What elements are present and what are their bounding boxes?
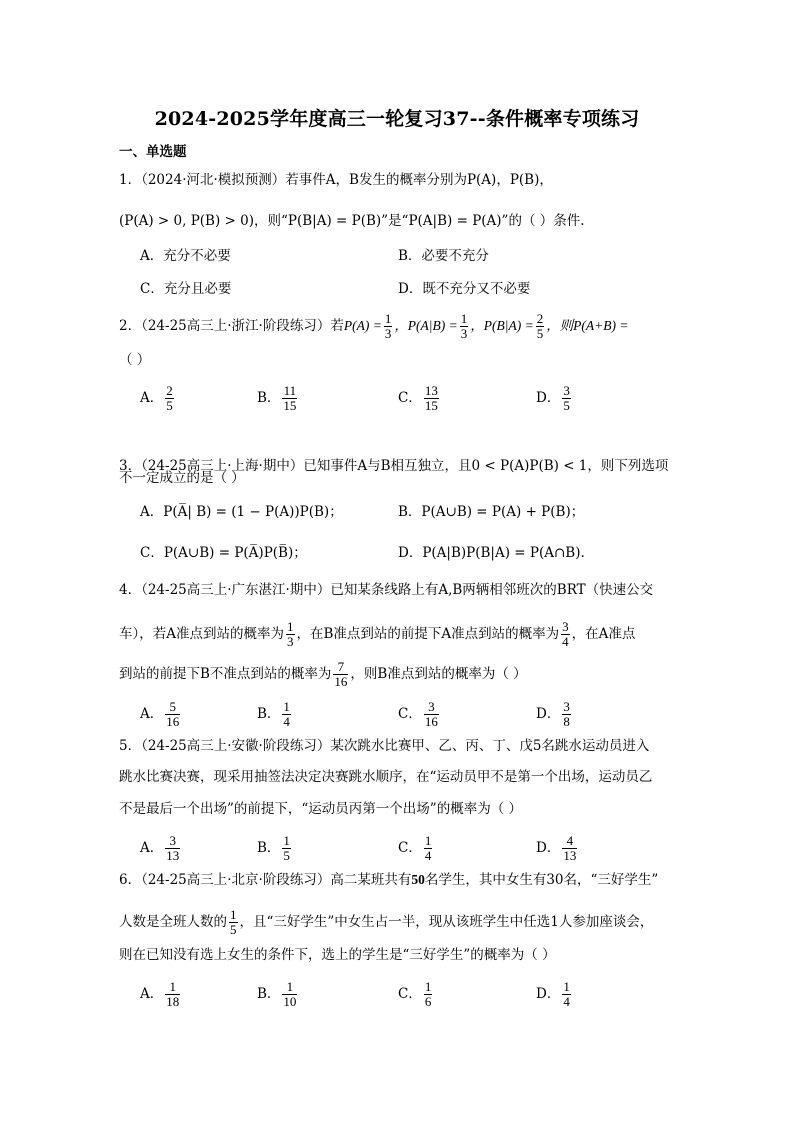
q1-option-d: D．既不充分又不必要 — [398, 281, 531, 297]
q1-option-c: C．充分且必要 — [140, 281, 232, 297]
q2-option-a-den: 5 — [166, 398, 173, 413]
q2-option-b-label: B． — [257, 390, 281, 406]
q4-option-d — [536, 700, 573, 729]
q6-option-c — [398, 980, 434, 1009]
q6-line-1-bold: 50 — [411, 872, 425, 887]
q6-frac-1-num: 1 — [230, 907, 237, 922]
q6-option-b-num: 1 — [286, 979, 294, 994]
q4-frac-1 — [286, 620, 295, 649]
q4-line-2-a: 车），若A准点到站的概率为 — [119, 626, 284, 642]
q6-frac-1-den: 5 — [230, 922, 237, 937]
q3-option-b: B．P(A∪B) = P(A) + P(B)； — [398, 504, 585, 520]
q6-option-d-num: 1 — [563, 979, 570, 994]
q4-line-1: 4．（24-25高三上·广东湛江·期中）已知某条线路上有A,B两辆相邻班次的BRT（快速公交 — [119, 582, 654, 598]
q2-option-b-frac — [282, 384, 297, 413]
q6-option-d-frac — [562, 980, 571, 1009]
q2-frac-c — [536, 312, 545, 341]
q6-option-b-den: 10 — [283, 994, 297, 1009]
q5-option-b — [257, 834, 293, 863]
q3-option-c: C．P(A∪B) = P(A̅)P(B̅)； — [140, 545, 307, 561]
q6-line-1 — [119, 870, 658, 890]
q2-option-a-num: 2 — [166, 383, 173, 398]
q6-line-3: 则在已知没有选上女生的条件下，选上的学生是“三好学生”的概率为（ ） — [119, 947, 556, 963]
q5-option-d-den: 13 — [563, 848, 577, 863]
q4-option-d-num: 3 — [563, 699, 570, 714]
q1-option-b: B．必要不充分 — [398, 248, 489, 264]
q6-option-a — [140, 980, 182, 1009]
q4-option-c-label: C． — [398, 706, 422, 722]
q6-option-c-frac — [424, 980, 433, 1009]
q4-frac-2 — [561, 620, 570, 649]
q4-option-c-den: 16 — [424, 714, 438, 729]
q3-line-1: 3．（24-25高三上·上海·期中）已知事件A与B相互独立，且0 < P(A)P(B) < 1，则下列选项 — [119, 458, 669, 474]
q2-option-c-den: 15 — [424, 398, 438, 413]
q4-frac-3-den: 16 — [334, 674, 348, 689]
q6-line-2-b: ，且“三好学生”中女生占一半，现从该班学生中任选1人参加座谈会， — [239, 914, 654, 930]
q2-option-a-label: A． — [140, 390, 164, 406]
q5-line-1: 5．（24-25高三上·安徽·阶段练习）某次跳水比赛甲、乙、丙、丁、戊5名跳水运动员进入 — [119, 738, 650, 754]
q4-line-3 — [119, 660, 527, 689]
q4-option-a-frac — [165, 700, 180, 729]
q5-option-a-frac — [165, 834, 180, 863]
q5-line-3: 不是最后一个出场”的前提下，“运动员丙第一个出场”的概率为（ ） — [119, 801, 522, 817]
q2-option-c-label: C． — [398, 390, 422, 406]
q4-option-b-num: 1 — [283, 699, 290, 714]
q5-option-a-den: 13 — [166, 848, 180, 863]
q6-option-b-label: B． — [257, 986, 281, 1002]
q6-option-b-frac — [282, 980, 297, 1009]
q6-line-2 — [119, 908, 653, 937]
q4-option-b — [257, 700, 293, 729]
q2-frac-b — [460, 312, 469, 341]
q4-line-2-c: ，在A准点 — [571, 626, 636, 642]
q6-option-c-label: C． — [398, 986, 422, 1002]
q6-frac-1 — [229, 908, 238, 937]
q3-option-a: A．P(A̅| B) = (1 − P(A))P(B)； — [140, 504, 343, 520]
q5-line-2: 跳水比赛决赛，现采用抽签法决定决赛跳水顺序，在“运动员甲不是第一个出场，运动员乙 — [119, 769, 653, 785]
q5-option-a — [140, 834, 182, 863]
q6-line-1-a: 6．（24-25高三上·北京·阶段练习）高二某班共有 — [119, 872, 412, 888]
q6-option-d — [536, 980, 573, 1009]
q3-option-d: D．P(A|B)P(B|A) = P(A∩B). — [398, 545, 585, 561]
q4-option-c-num: 3 — [428, 699, 435, 714]
q1-line-2: (P(A) > 0, P(B) > 0)，则“P(B|A) = P(B)”是“P(A|B) = P(A)”的（ ）条件. — [119, 213, 585, 229]
q6-option-c-num: 1 — [424, 979, 432, 994]
q5-option-c-frac — [424, 834, 433, 863]
q5-option-d — [536, 834, 579, 863]
q6-option-a-frac — [165, 980, 180, 1009]
q2-option-a — [140, 384, 176, 413]
q6-option-a-num: 1 — [169, 979, 176, 994]
q4-option-a-den: 16 — [166, 714, 180, 729]
q2-expr-c: ，P(B|A) = — [470, 318, 534, 333]
q2-option-b-num: 11 — [283, 383, 297, 398]
q5-option-c-num: 1 — [424, 833, 432, 848]
q2-frac-c-den: 5 — [536, 326, 544, 341]
q2-option-c-frac — [424, 384, 439, 413]
q6-option-d-den: 4 — [563, 994, 570, 1009]
q5-option-a-num: 3 — [169, 833, 176, 848]
q2-option-b — [257, 384, 299, 413]
q2-expr-b: ，P(A|B) = — [394, 318, 458, 333]
q2-line-1 — [119, 312, 629, 341]
q2-option-a-frac — [165, 384, 174, 413]
q2-frac-b-den: 3 — [460, 326, 468, 341]
q5-option-c-label: C． — [398, 840, 422, 856]
q4-frac-1-num: 1 — [287, 619, 294, 634]
q2-frac-a — [384, 312, 393, 341]
q4-option-a — [140, 700, 182, 729]
q5-option-b-label: B． — [257, 840, 281, 856]
q3-line-2-text: 不一定成立的是（ ） — [119, 470, 245, 486]
q4-option-c — [398, 700, 441, 729]
q4-line-2-b: ，在B准点到站的前提下A准点到站的概率为 — [296, 626, 560, 642]
section-heading: 一、单选题 — [119, 144, 187, 160]
q2-option-d — [536, 384, 573, 413]
q6-option-d-label: D． — [536, 986, 561, 1002]
q2-prefix: 2．（24-25高三上·浙江·阶段练习）若 — [119, 318, 344, 334]
q4-frac-3 — [333, 660, 348, 689]
q5-option-c — [398, 834, 434, 863]
q4-frac-3-num: 7 — [337, 659, 345, 674]
q4-option-c-frac — [424, 700, 439, 729]
q4-option-b-frac — [282, 700, 291, 729]
q5-option-b-frac — [282, 834, 291, 863]
q4-option-d-label: D． — [536, 706, 561, 722]
q6-option-b — [257, 980, 299, 1009]
q4-option-a-num: 5 — [169, 699, 176, 714]
q4-option-a-label: A． — [140, 706, 164, 722]
q2-option-d-num: 3 — [563, 383, 570, 398]
q5-option-b-num: 1 — [283, 833, 290, 848]
q6-line-1-b: 名学生，其中女生有30名，“三好学生” — [424, 872, 659, 888]
q4-line-3-b: ，则B准点到站的概率为（ ） — [350, 666, 527, 682]
q2-option-c-num: 13 — [424, 383, 438, 398]
q6-option-a-label: A． — [140, 986, 164, 1002]
q2-frac-c-num: 2 — [536, 311, 544, 326]
q2-expr-a: P(A) = — [343, 318, 382, 333]
q4-option-b-label: B． — [257, 706, 281, 722]
q2-option-c — [398, 384, 441, 413]
q5-option-d-frac — [562, 834, 577, 863]
q5-option-b-den: 5 — [283, 848, 290, 863]
q1-line-1: 1．（2024·河北·模拟预测）若事件A，B发生的概率分别为P(A)，P(B)， — [119, 172, 553, 188]
q5-option-c-den: 4 — [424, 848, 432, 863]
page-title: 2024-2025学年度高三一轮复习37--条件概率专项练习 — [154, 108, 640, 130]
q4-frac-1-den: 3 — [287, 634, 294, 649]
q4-frac-2-num: 3 — [562, 619, 569, 634]
q2-frac-a-num: 1 — [384, 311, 392, 326]
q6-line-2-a: 人数是全班人数的 — [119, 914, 227, 930]
q2-option-d-den: 5 — [563, 398, 570, 413]
q4-line-2 — [119, 620, 635, 649]
q2-frac-a-den: 3 — [384, 326, 392, 341]
q5-option-a-label: A． — [140, 840, 164, 856]
q4-frac-2-den: 4 — [562, 634, 569, 649]
q1-option-a: A．充分不必要 — [140, 248, 231, 264]
q4-option-d-den: 8 — [563, 714, 570, 729]
q2-option-d-label: D． — [536, 390, 561, 406]
q2-option-d-frac — [562, 384, 571, 413]
q4-option-d-frac — [562, 700, 571, 729]
q2-line-2: （ ） — [119, 352, 151, 368]
q4-option-b-den: 4 — [283, 714, 290, 729]
q2-expr-d: ，则P(A+B) = — [546, 318, 629, 333]
q6-option-a-den: 18 — [166, 994, 180, 1009]
q2-option-b-den: 15 — [283, 398, 297, 413]
q4-line-3-a: 到站的前提下B不准点到站的概率为 — [119, 666, 332, 682]
q5-option-d-label: D． — [536, 840, 561, 856]
q5-option-d-num: 4 — [566, 833, 574, 848]
q2-frac-b-num: 1 — [460, 311, 468, 326]
q6-option-c-den: 6 — [424, 994, 432, 1009]
